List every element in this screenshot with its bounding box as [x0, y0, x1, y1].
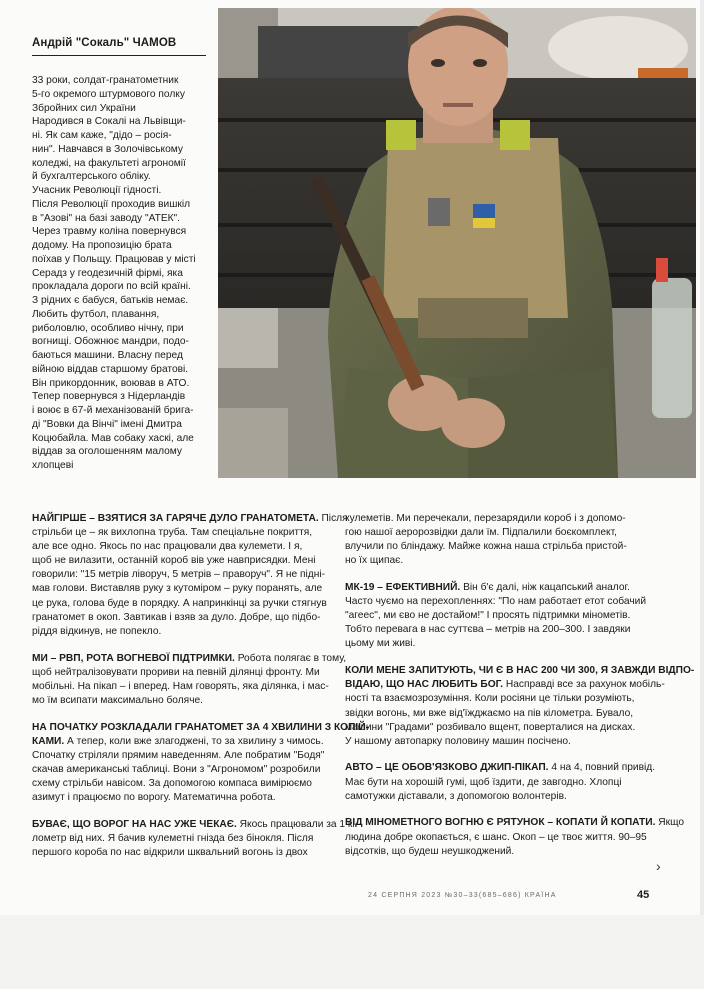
bio-line: хлопцеві: [32, 460, 74, 471]
paragraph-line: КАМИ. А тепер, коли вже злагоджені, то за хвилину з чимось.: [32, 735, 324, 747]
author-heading: Андрій "Сокаль" ЧАМОВ: [32, 37, 206, 56]
bio-line: Він прикордонник, воював в АТО.: [32, 377, 190, 389]
paragraph-line: говорили: "15 метрів ліворуч, 5 метрів – праворуч". Я не підні-: [32, 569, 326, 581]
bio-line: прокладала дороги по всій країні.: [32, 281, 191, 293]
bio-line: нин". Навчався в Золочівському: [32, 143, 183, 155]
paragraph-line: машини "Градами" розбивало вщент, поверталися на дисках.: [345, 721, 636, 733]
article-paragraph: [345, 512, 660, 568]
paragraph-line: щоб не вилазити, останній короб вів уже навприсядки. Мені: [32, 555, 316, 567]
bio-line: в "Азові" на базі заводу "АТЕК".: [32, 212, 180, 224]
paragraph-line: ності та взаємозрозуміння. Коли росіяни це тільки розуміють,: [345, 693, 635, 705]
paragraph-line: першого короба по нас відкрили шквальний вогонь із двох: [32, 847, 308, 859]
paragraph-lead: ВІД МІНОМЕТНОГО ВОГНЮ Є РЯТУНОК – КОПАТИ Й КОПАТИ.: [345, 817, 656, 829]
paragraph-lead: МК-19 – ЕФЕКТИВНИЙ.: [345, 582, 461, 594]
author-bio: [32, 74, 212, 473]
bio-line: Любить футбол, плавання,: [32, 308, 160, 320]
article-paragraph: [345, 581, 660, 651]
paragraph-line: відсотків, що будеш неушкоджений.: [345, 845, 515, 857]
paragraph-lead: БУВАЄ, ЩО ВОРОГ НА НАС УЖЕ ЧЕКАЄ.: [32, 818, 237, 830]
paragraph-line: цьому ми живі.: [345, 638, 416, 650]
bio-line: Тепер повернувся з Нідерландів: [32, 391, 186, 403]
paragraph-line: "агеес", ми єво не достайом!" І просять підтримки мінометів.: [345, 610, 631, 622]
bio-line: Після Революції проходив вишкіл: [32, 198, 191, 210]
paragraph-text: 4 на 4, повний привід.: [548, 762, 656, 774]
paragraph-line: схему стрільби навісом. За допомогою компаса вимірюємо: [32, 777, 312, 789]
paragraph-line: звідки вогонь, ми вже від'їжджаємо на пів кілометра. Бувало,: [345, 707, 634, 719]
bio-line: Серадз у геодезичній фірмі, яка: [32, 267, 183, 279]
paragraph-lead: НА ПОЧАТКУ РОЗКЛАДАЛИ ГРАНАТОМЕТ ЗА 4 ХВИЛИНИ З КОПІЙ-: [32, 721, 369, 733]
paragraph-line: щоб нейтралізовувати прориви на певній ділянці фронту. Ми: [32, 666, 320, 678]
paragraph-text: Він б'є далі, ніж кацапський аналог.: [460, 582, 630, 594]
bio-line: коледжі, на факультеті агрономії: [32, 157, 186, 169]
paragraph-line: Тобто перевага в нас суттєва – метрів на 200–300. І завдяки: [345, 624, 631, 636]
scan-margin: [0, 915, 704, 989]
bio-line: Народився в Сокалі на Львівщи-: [32, 116, 186, 128]
bio-line: війною віддав старшому братові.: [32, 363, 189, 375]
paragraph-line: гою нашої аеророзвідки дали їм. Підпалили боєкомплект,: [345, 527, 617, 539]
paragraph-line: самотужки діставали, з допомогою волонтерів.: [345, 790, 567, 802]
paragraph-line: ріддя відкинув, не попекло.: [32, 625, 162, 637]
paragraph-line: мобільні. На пікап – і вперед. Нам говорять, яка ділянка, і мас-: [32, 680, 329, 692]
paragraph-line: але все одно. Якось по нас працювали два кулемети. І я,: [32, 541, 303, 553]
paragraph-lead: АВТО – ЦЕ ОБОВ'ЯЗКОВО ДЖИП-ПІКАП.: [345, 762, 549, 774]
bio-line: ді "Вовки да Вінчі" імені Дмитра: [32, 418, 182, 430]
bio-line: 5-го окремого штурмового полку: [32, 88, 185, 100]
article-paragraph: [32, 818, 359, 860]
paragraph-line: лометр від них. Я бачив кулеметні гнізда без бінокля. Після: [32, 832, 314, 844]
article-column-left: [32, 512, 369, 873]
paragraph-line: мав голови. Виставляв руку з кутоміром – руку поранять, але: [32, 583, 323, 595]
article-column-right: [345, 512, 695, 871]
bio-line: і воює в 67-й механізованій брига-: [32, 405, 194, 416]
paragraph-line: скачав американські таблиці. Вони з "Агрономом" розробили: [32, 763, 321, 775]
bio-line: З рідних є бабуся, батьків немає.: [32, 295, 189, 306]
paragraph-line: Має бути на хорошій гумі, щоб їздити, де завгодно. Хлопці: [345, 776, 622, 788]
paragraph-line: азимут і працюємо по ворогу. Математична робота.: [32, 792, 276, 804]
paragraph-text: Якось працювали за 1 кі-: [236, 818, 359, 830]
bio-line: Коцюбайла. Мав собаку хаскі, але: [32, 432, 194, 444]
bio-line: 33 роки, солдат-гранатометник: [32, 75, 179, 86]
paragraph-text: Після: [318, 513, 348, 524]
paragraph-text: Робота полягає в тому,: [234, 652, 347, 664]
paragraph-lead: МИ – РВП, РОТА ВОГНЕВОЇ ПІДТРИМКИ.: [32, 652, 235, 664]
paragraph-line: но їх щипає.: [345, 555, 404, 567]
bio-line: риболовлю, особливо нічну, при: [32, 322, 184, 334]
page-number: 45: [637, 889, 650, 901]
article-paragraph: [345, 664, 695, 749]
paragraph-text: Якщо: [655, 817, 684, 829]
bio-line: баються машини. Власну перед: [32, 350, 183, 361]
bio-line: поїхав у Польщу. Працював у місті: [32, 253, 196, 265]
paragraph-line: мо їм всипати максимально боляче.: [32, 694, 204, 706]
bio-line: віддав за оголошенням малому: [32, 446, 183, 458]
paragraph-text: кулеметів. Ми перечекали, перезарядили короб і з допомо-: [345, 513, 626, 524]
paragraph-line: Часто чуємо на перехопленнях: "По нам работает етот собачий: [345, 596, 647, 608]
bio-line: Учасник Революції гідності.: [32, 185, 162, 196]
paragraph-lead: НАЙГІРШЕ – ВЗЯТИСЯ ЗА ГАРЯЧЕ ДУЛО ГРАНАТОМЕТА.: [32, 513, 319, 524]
next-arrow-icon: ›: [656, 858, 661, 874]
bio-line: Збройних сил України: [32, 102, 136, 114]
paragraph-line: стрільби це – як вихлопна труба. Там спеціальне покриття,: [32, 527, 313, 539]
article-paragraph: [345, 761, 660, 803]
article-paragraph: [345, 816, 684, 858]
article-paragraph: [32, 721, 369, 806]
paragraph-lead: КОЛИ МЕНЕ ЗАПИТУЮТЬ, ЧИ Є В НАС 200 ЧИ 300, Я ЗАВЖДИ ВІДПО-: [345, 665, 695, 677]
paragraph-line: У нашому автопарку половину машин посічено.: [345, 735, 571, 747]
paragraph-line: людина добре окопається, є шанс. Окоп – це твоє життя. 90–95: [345, 831, 647, 843]
article-paragraph: [32, 512, 347, 639]
paragraph-line: влучили по бліндажу. Майже кожна наша стрільба пристой-: [345, 541, 627, 553]
bio-line: й бухгалтерського обліку.: [32, 171, 151, 183]
issue-footer: 24 СЕРПНЯ 2023 №30–33(685–686) КРАЇНА: [368, 892, 557, 899]
bio-line: додому. На пропозицію брата: [32, 240, 172, 251]
article-paragraph: [32, 652, 347, 708]
bio-line: Через травму коліна повернувся: [32, 226, 187, 238]
paragraph-line: Спочатку стріляли прямим наведенням. Але побратим "Бодя": [32, 749, 325, 761]
paragraph-line: це рука, голова буде в порядку. А напринкінці за ручки стягнув: [32, 597, 327, 609]
soldier-photo: [218, 8, 696, 478]
bio-line: вогнищі. Обожнює мандри, подо-: [32, 336, 189, 348]
paragraph-line: гранатомет в окоп. Завтикав і взяв за дуло. Добре, що підбо-: [32, 611, 321, 623]
paragraph-line: ВІДАЮ, ЩО НАС ЛЮБИТЬ БОГ. Насправді все за рахунок мобіль-: [345, 679, 665, 691]
bio-line: ні. Як сам каже, "дідо – росія-: [32, 130, 172, 141]
